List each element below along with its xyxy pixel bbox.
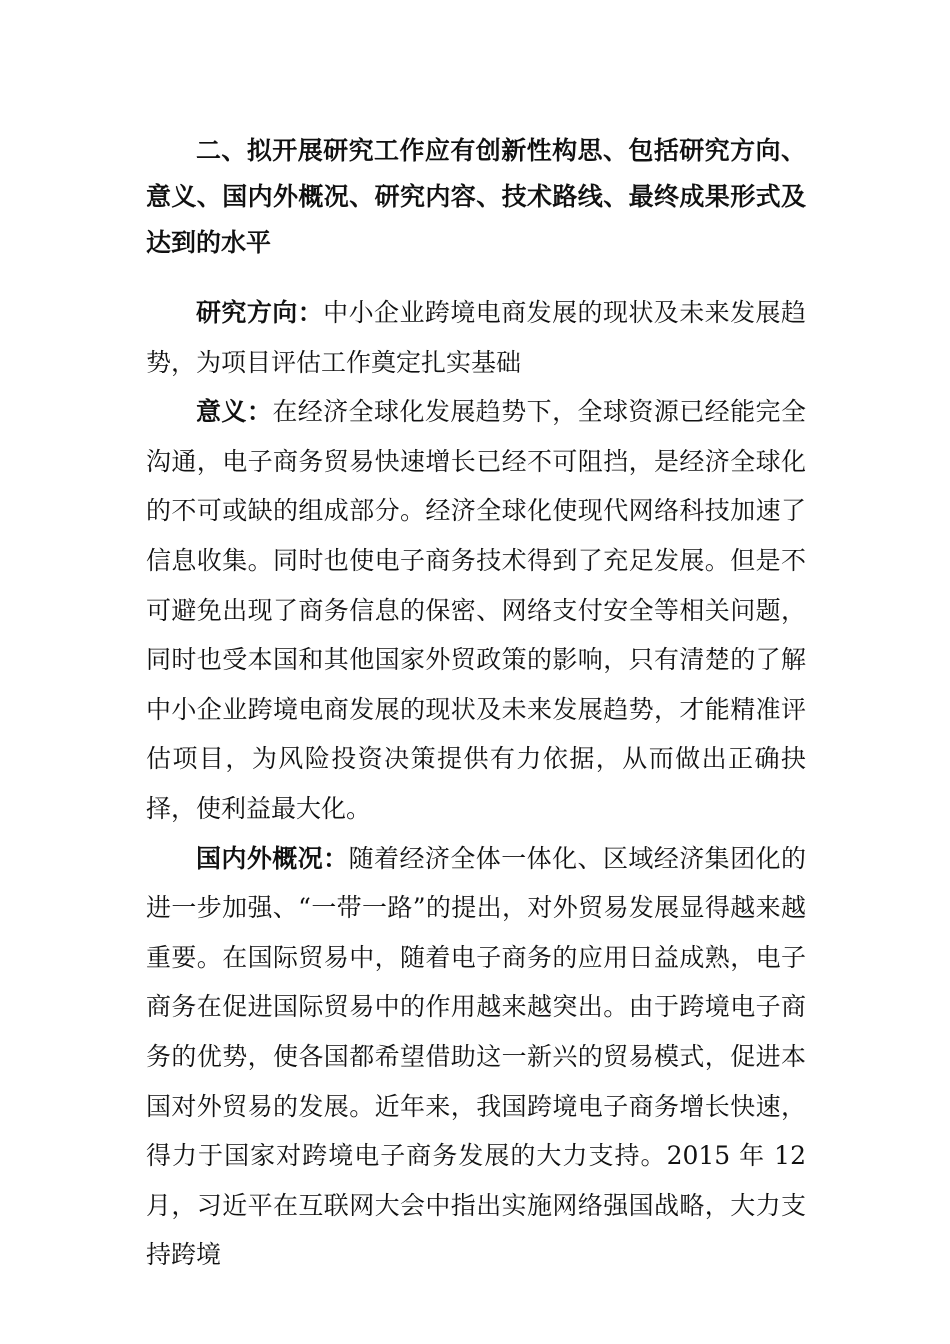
label-research-direction: 研究方向： xyxy=(196,298,324,327)
paragraph-overview xyxy=(146,834,806,1280)
document-body xyxy=(146,128,806,1280)
paragraph-significance xyxy=(146,387,806,833)
text-significance: 在经济全球化发展趋势下，全球资源已经能完全沟通，电子商务贸易快速增长已经不可阻挡，是经济全球化的不可或缺的组成部分。经济全球化使现代网络科技加速了信息收集。同时也使电子商务技术得到了充足发展。但是不可避免出现了商务信息的保密、网络支付安全等相关问题，同时也受本国和其他国家外贸政策的影响，只有清楚的了解中小企业跨境电商发展的现状及未来发展趋势，才能精准评估项目，为风险投资决策提供有力依据，从而做出正确抉择，使利益最大化。 xyxy=(146,397,806,823)
section-heading: 二、拟开展研究工作应有创新性构思、包括研究方向、意义、国内外概况、研究内容、技术路线、最终成果形式及达到的水平 xyxy=(146,136,806,257)
label-significance: 意义： xyxy=(196,397,273,427)
text-research-direction: 中小企业跨境电商发展的现状及未来发展趋势，为项目评估工作奠定扎实基础 xyxy=(146,298,806,377)
label-overview: 国内外概况： xyxy=(196,843,349,873)
text-overview: 随着经济全体一体化、区域经济集团化的进一步加强、“一带一路”的提出，对外贸易发展显得越来越重要。在国际贸易中，随着电子商务的应用日益成熟，电子商务在促进国际贸易中的作用越来越突出。由于跨境电子商务的优势，使各国都希望借助这一新兴的贸易模式，促进本国对外贸易的发展。近年来，我国跨境电子商务增长快速，得力于国家对跨境电子商务发展的大力支持。2015 年 12 月，习近平在互联网大会中指出实施网络强国战略，大力支持跨境 xyxy=(146,843,806,1270)
paragraph-research-direction xyxy=(146,288,806,387)
